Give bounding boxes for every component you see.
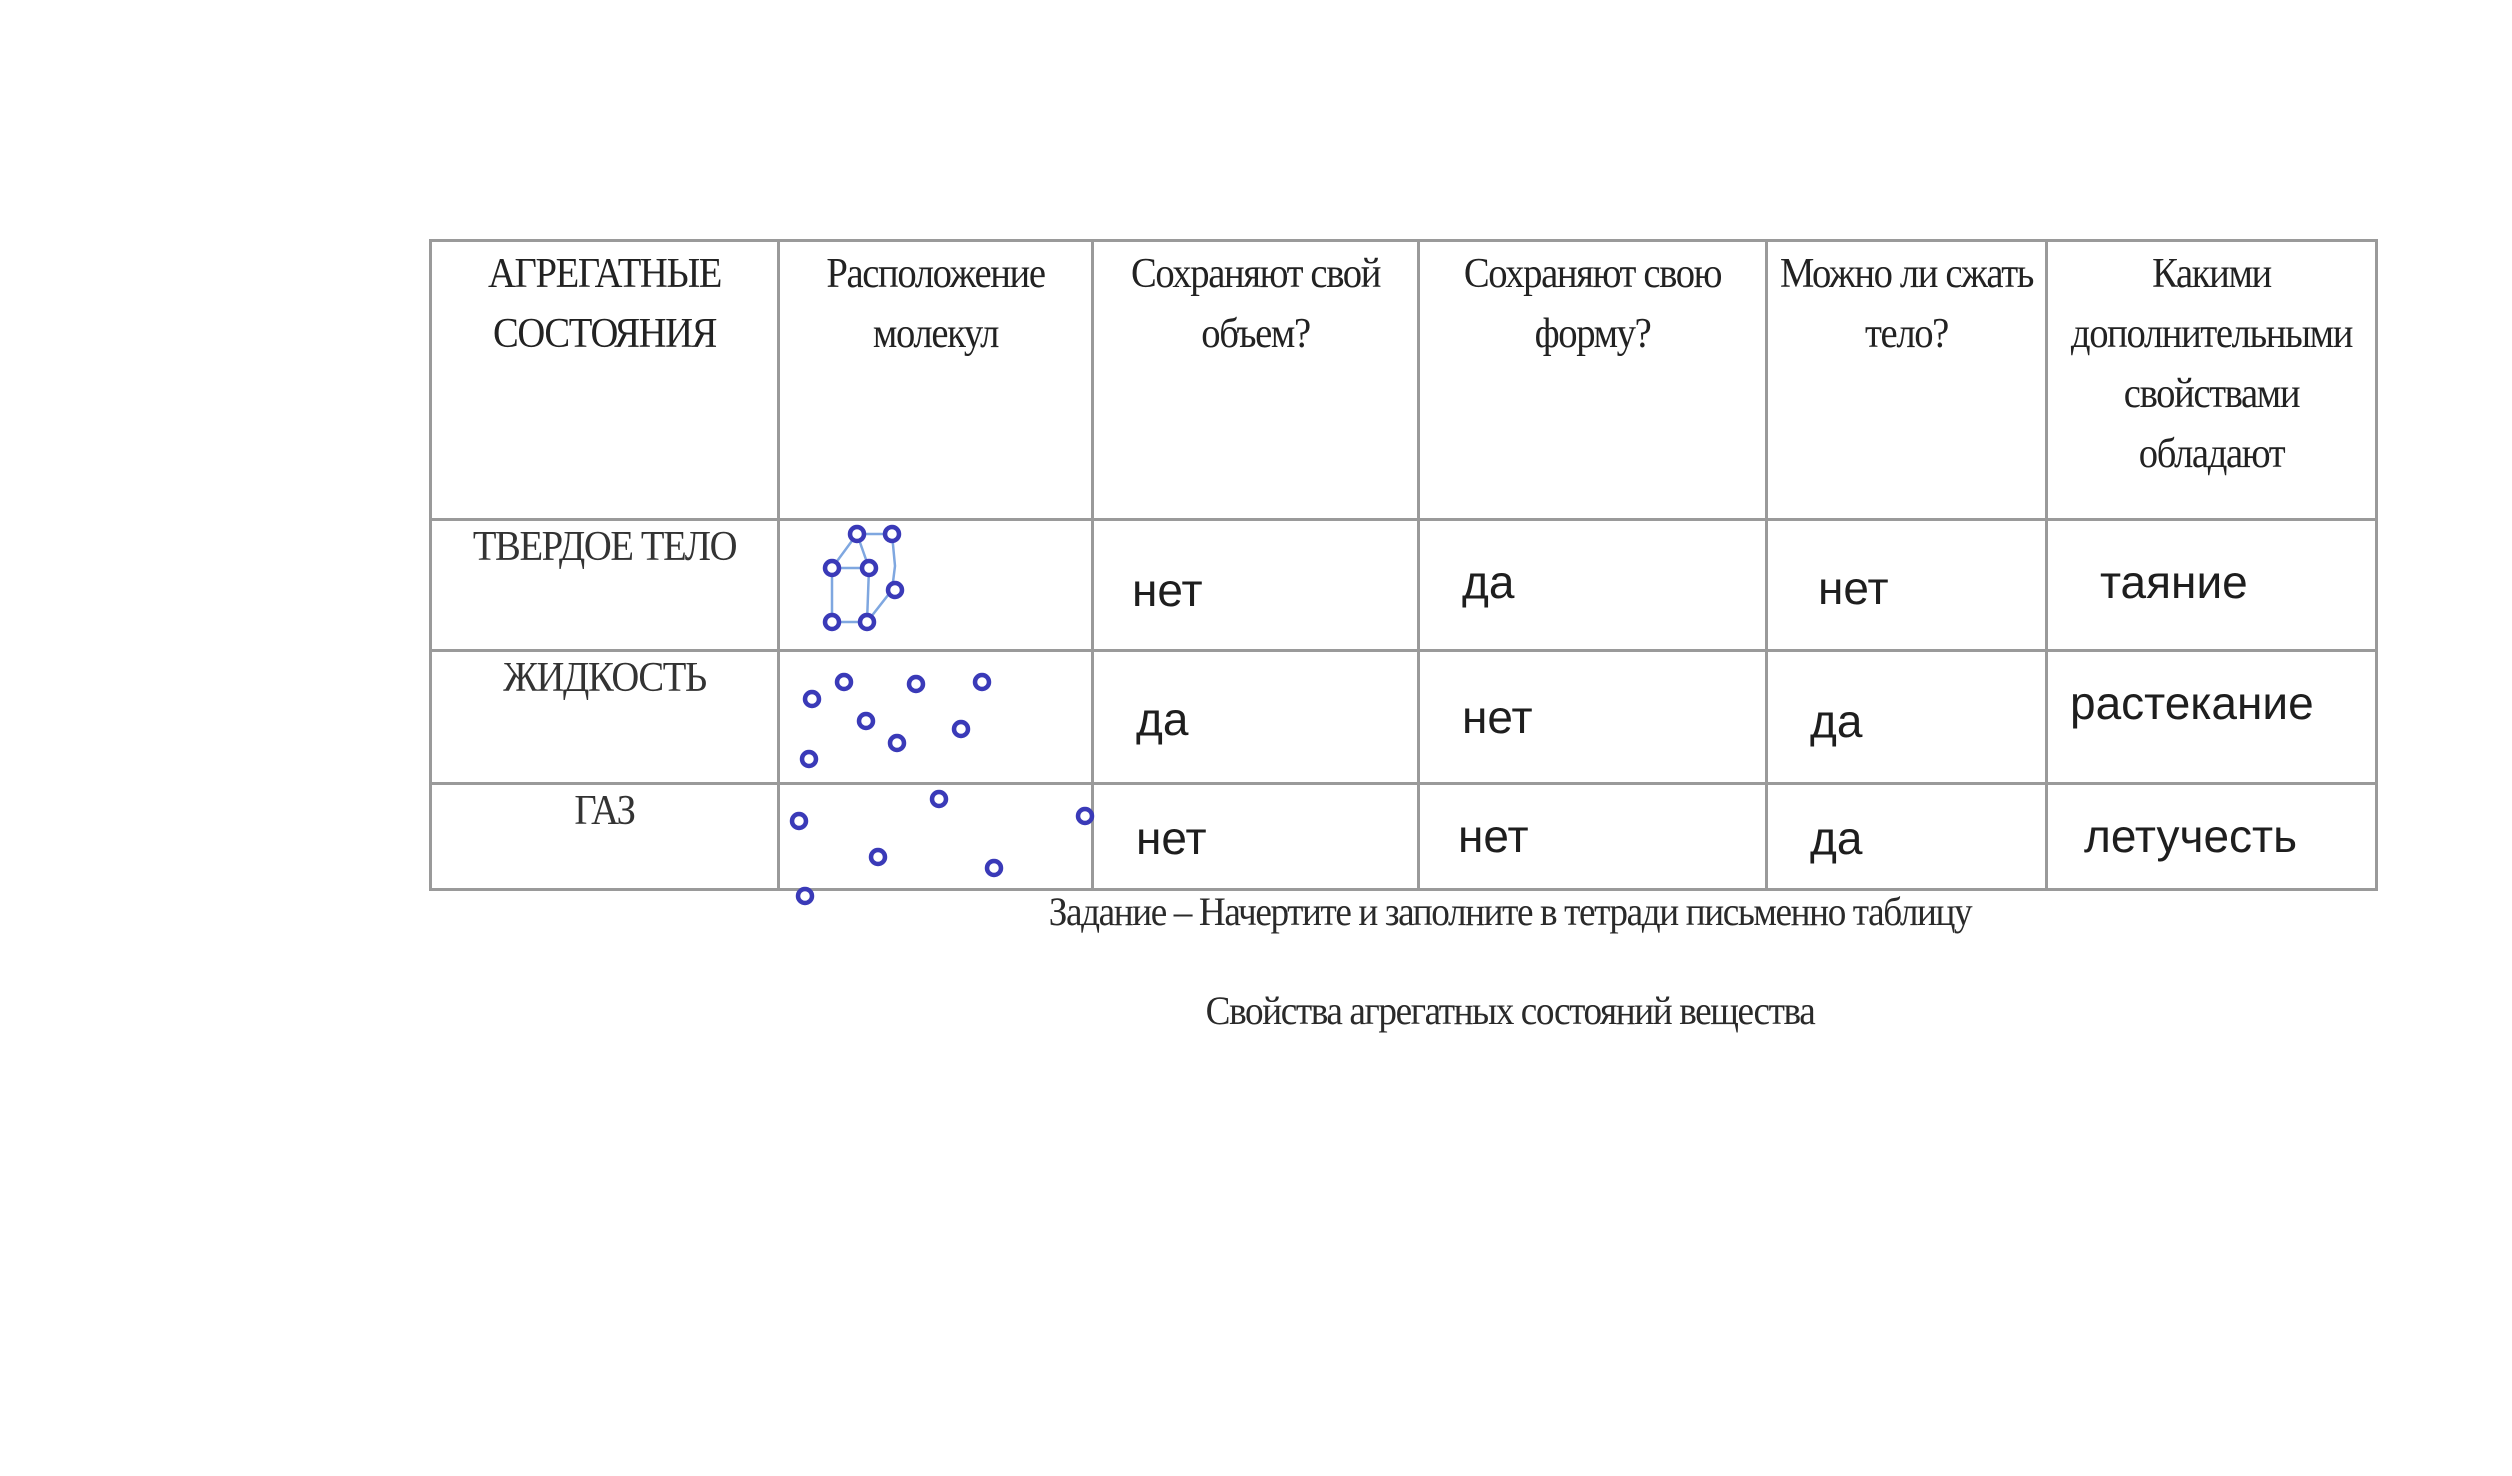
header-row <box>431 241 2377 520</box>
state-label: ТВЕРДОЕ ТЕЛО <box>472 524 737 570</box>
extra-cell: летучесть <box>2047 784 2377 890</box>
table-row-gas <box>431 784 2377 890</box>
shape-cell: нет <box>1419 784 1767 890</box>
header-extra-properties: Какими дополнительными свойствами обладают <box>2047 241 2377 520</box>
molecules-liquid <box>779 651 1093 784</box>
header-compressible: Можно ли сжать тело? <box>1767 241 2047 520</box>
task-instruction: Задание – Начертите и заполните в тетради письменно таблицу <box>1048 889 1972 934</box>
state-cell <box>431 651 779 784</box>
state-cell <box>431 784 779 890</box>
header-keep-shape: Сохраняют свою форму? <box>1419 241 1767 520</box>
header-keep-volume: Сохраняют свой объем? <box>1093 241 1419 520</box>
extra-cell: растекание <box>2047 651 2377 784</box>
solid-lattice-diagram <box>780 521 1094 652</box>
state-label: ГАЗ <box>574 788 635 834</box>
compress-cell: нет <box>1767 520 2047 651</box>
table-caption: Свойства агрегатных состояний вещества <box>1205 988 1815 1033</box>
volume-cell: да <box>1093 651 1419 784</box>
volume-cell: нет <box>1093 784 1419 890</box>
table-row-liquid <box>431 651 2377 784</box>
table-row-solid <box>431 520 2377 651</box>
shape-cell: да <box>1419 520 1767 651</box>
liquid-molecules-diagram <box>780 652 1094 785</box>
volume-cell: нет <box>1093 520 1419 651</box>
molecules-gas <box>779 784 1093 890</box>
header-molecule-arrangement: Расположение молекул <box>779 241 1093 520</box>
shape-cell: нет <box>1419 651 1767 784</box>
compress-cell: да <box>1767 784 2047 890</box>
gas-molecules-diagram <box>780 785 1094 891</box>
molecules-solid <box>779 520 1093 651</box>
header-states: АГРЕГАТНЫЕ СОСТОЯНИЯ <box>431 241 779 520</box>
states-table <box>429 239 2378 891</box>
state-label: ЖИДКОСТЬ <box>503 655 706 701</box>
compress-cell: да <box>1767 651 2047 784</box>
extra-cell: таяние <box>2047 520 2377 651</box>
state-cell <box>431 520 779 651</box>
